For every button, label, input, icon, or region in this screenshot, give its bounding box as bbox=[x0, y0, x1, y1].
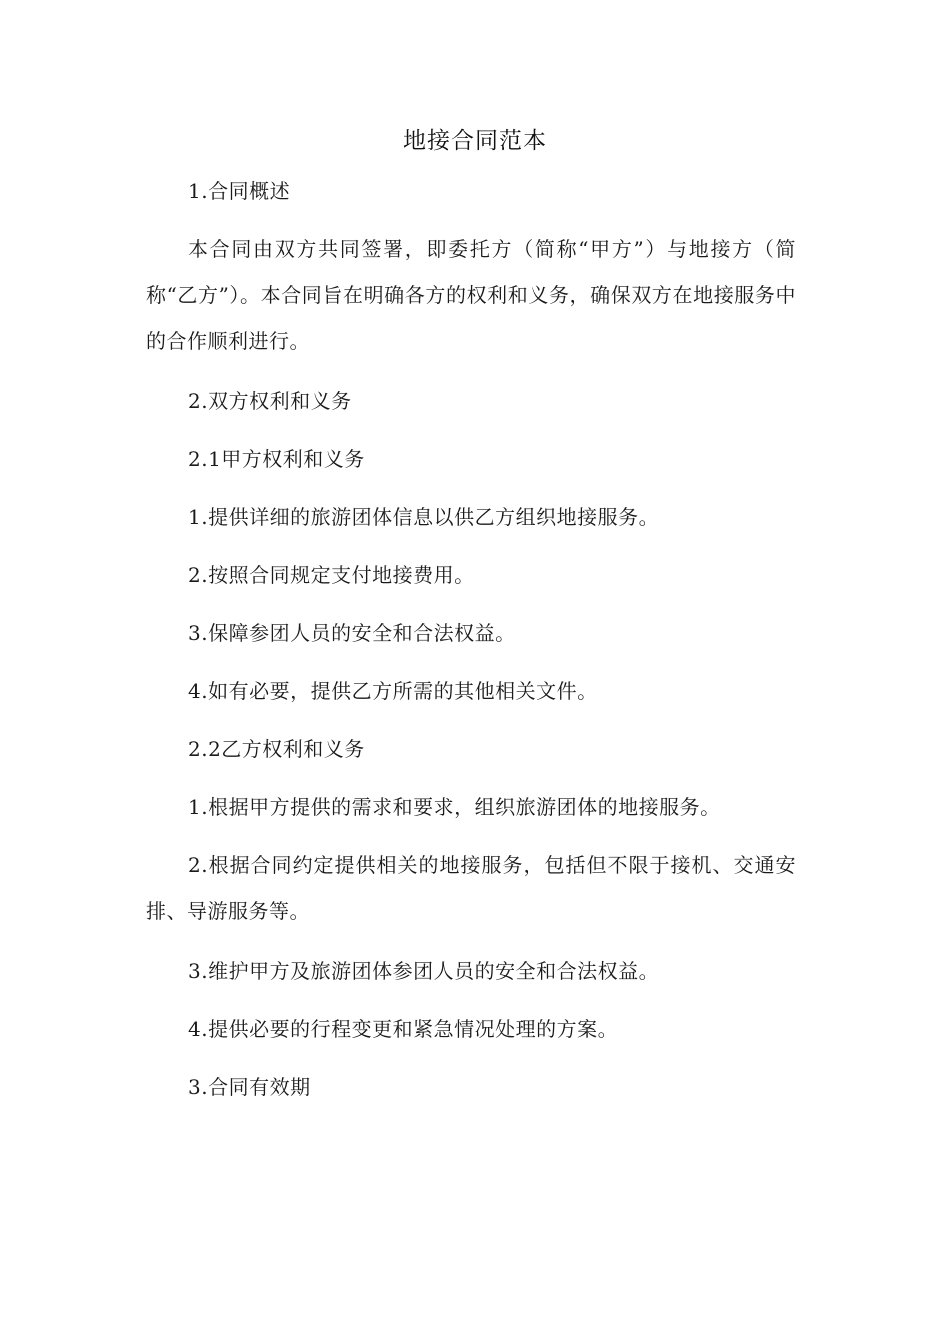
subsection-heading-party-a: 2.1甲方权利和义务 bbox=[188, 447, 365, 471]
subsection-heading-party-b: 2.2乙方权利和义务 bbox=[188, 737, 365, 761]
party-b-item-4: 4.提供必要的行程变更和紧急情况处理的方案。 bbox=[188, 1017, 619, 1041]
overview-paragraph: 本合同由双方共同签署，即委托方（简称“甲方”）与地接方（简称“乙方”）。本合同旨在明确各方的权利和义务，确保双方在地接服务中的合作顺利进行。 bbox=[146, 237, 796, 353]
party-b-item-2: 2.根据合同约定提供相关的地接服务，包括但不限于接机、交通安排、导游服务等。 bbox=[146, 853, 796, 923]
party-a-item-1: 1.提供详细的旅游团体信息以供乙方组织地接服务。 bbox=[188, 505, 660, 529]
section-heading-overview: 1.合同概述 bbox=[188, 179, 291, 203]
section-heading-validity: 3.合同有效期 bbox=[188, 1075, 311, 1099]
party-b-item-1: 1.根据甲方提供的需求和要求，组织旅游团体的地接服务。 bbox=[188, 795, 721, 819]
document-title: 地接合同范本 bbox=[403, 128, 547, 154]
section-heading-rights: 2.双方权利和义务 bbox=[188, 389, 352, 413]
party-a-item-3: 3.保障参团人员的安全和合法权益。 bbox=[188, 621, 516, 645]
party-a-item-4: 4.如有必要，提供乙方所需的其他相关文件。 bbox=[188, 679, 598, 703]
party-b-item-3: 3.维护甲方及旅游团体参团人员的安全和合法权益。 bbox=[188, 959, 660, 983]
party-a-item-2: 2.按照合同规定支付地接费用。 bbox=[188, 563, 475, 587]
document-body bbox=[146, 168, 796, 1122]
